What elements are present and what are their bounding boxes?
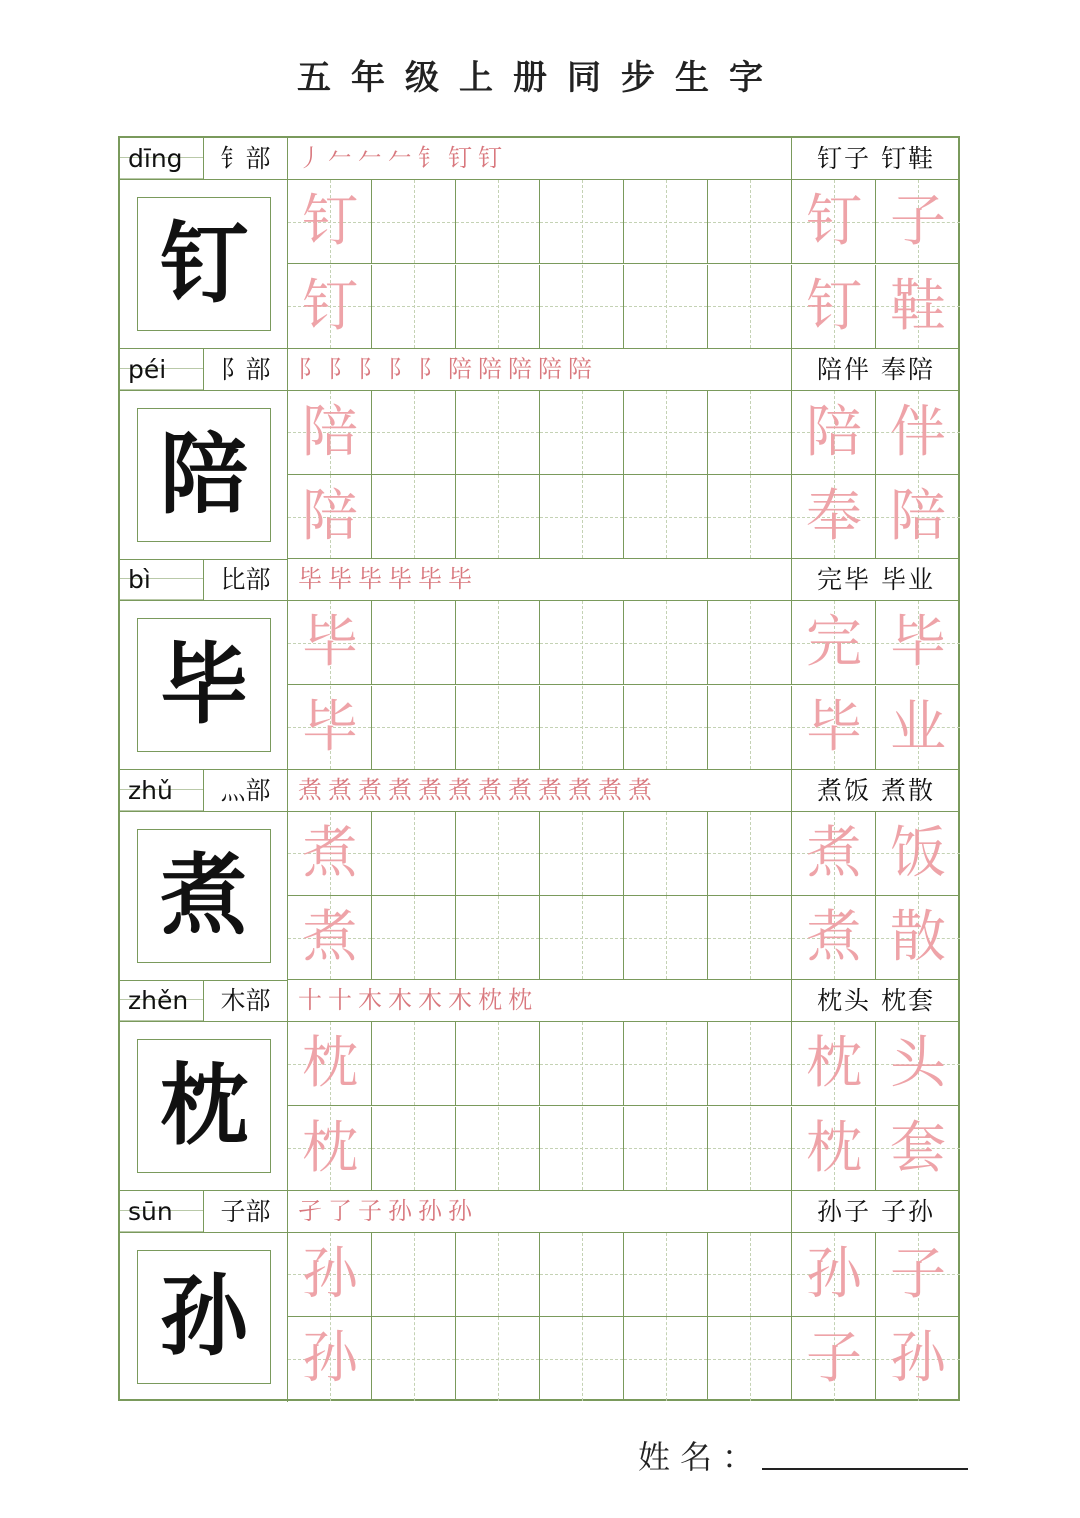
practice-cell[interactable] bbox=[540, 475, 624, 559]
stroke-step: 钉 bbox=[478, 144, 502, 172]
radical-label: 阝部 bbox=[204, 349, 288, 390]
stroke-step: 煮 bbox=[478, 775, 502, 804]
practice-cell[interactable] bbox=[372, 391, 456, 475]
main-character: 毕 bbox=[137, 618, 271, 752]
practice-cell[interactable] bbox=[708, 812, 792, 896]
practice-cell[interactable] bbox=[372, 601, 456, 685]
practice-cell[interactable] bbox=[288, 896, 372, 980]
stroke-step: 木 bbox=[358, 986, 382, 1014]
stroke-step: 木 bbox=[448, 986, 472, 1014]
main-character-cell bbox=[120, 391, 288, 560]
practice-cell[interactable] bbox=[708, 1022, 792, 1106]
stroke-step: 𠂉 bbox=[388, 144, 412, 172]
stroke-step: 阝 bbox=[418, 354, 442, 383]
practice-cell[interactable] bbox=[540, 1107, 624, 1191]
trace-character: 子 bbox=[890, 189, 946, 254]
practice-cell[interactable] bbox=[624, 391, 708, 475]
practice-cell[interactable] bbox=[456, 1233, 540, 1317]
trace-character: 煮 bbox=[806, 905, 862, 970]
stroke-step: 毕 bbox=[418, 565, 442, 593]
main-character-cell bbox=[120, 180, 288, 349]
word-practice-cell[interactable] bbox=[876, 180, 960, 264]
pinyin-label: péi bbox=[120, 349, 204, 390]
word-practice-cell[interactable] bbox=[876, 391, 960, 475]
trace-character: 毕 bbox=[302, 694, 358, 760]
pinyin-label: bì bbox=[120, 559, 204, 600]
pinyin-label: zhěn bbox=[120, 980, 204, 1021]
practice-cell[interactable] bbox=[288, 265, 372, 349]
stroke-step: 丿 bbox=[298, 144, 322, 172]
stroke-step: 枕 bbox=[478, 986, 502, 1014]
practice-cell[interactable] bbox=[540, 1022, 624, 1106]
trace-character: 枕 bbox=[806, 1115, 862, 1181]
practice-cell[interactable] bbox=[708, 686, 792, 770]
stroke-step: 钅 bbox=[418, 144, 442, 172]
practice-cell[interactable] bbox=[288, 1022, 372, 1106]
word-practice-cell[interactable] bbox=[876, 1317, 960, 1401]
practice-cell[interactable] bbox=[540, 391, 624, 475]
trace-character: 套 bbox=[890, 1115, 946, 1181]
practice-cell[interactable] bbox=[708, 1107, 792, 1191]
radical-label: 木部 bbox=[204, 980, 288, 1021]
trace-character: 散 bbox=[890, 905, 946, 970]
trace-character: 煮 bbox=[806, 820, 862, 886]
stroke-step: 十 bbox=[328, 986, 352, 1014]
stroke-step: 陪 bbox=[478, 354, 502, 383]
main-character-cell bbox=[120, 1233, 288, 1402]
trace-character: 孙 bbox=[806, 1241, 862, 1307]
practice-cell[interactable] bbox=[624, 265, 708, 349]
stroke-order bbox=[288, 770, 792, 811]
practice-cell[interactable] bbox=[540, 896, 624, 980]
stroke-step: 煮 bbox=[448, 775, 472, 804]
stroke-step: 陪 bbox=[568, 354, 592, 383]
trace-character: 鞋 bbox=[890, 273, 946, 339]
practice-cell[interactable] bbox=[708, 265, 792, 349]
practice-cell[interactable] bbox=[456, 475, 540, 559]
trace-character: 孙 bbox=[890, 1326, 946, 1391]
trace-character: 孙 bbox=[302, 1241, 358, 1307]
practice-cell[interactable] bbox=[456, 265, 540, 349]
stroke-step: 子 bbox=[358, 1196, 382, 1225]
stroke-step: 孙 bbox=[418, 1196, 442, 1225]
pinyin-label: dīng bbox=[120, 138, 204, 179]
practice-cell[interactable] bbox=[456, 1107, 540, 1191]
radical-label: 钅部 bbox=[204, 138, 288, 179]
practice-cell[interactable] bbox=[624, 812, 708, 896]
practice-cell[interactable] bbox=[372, 686, 456, 770]
trace-character: 毕 bbox=[890, 610, 946, 675]
example-words: 钉子 钉鞋 bbox=[817, 144, 935, 173]
stroke-step: 枕 bbox=[508, 986, 532, 1014]
character-entry bbox=[120, 770, 960, 981]
entry-header bbox=[120, 1191, 960, 1233]
trace-character: 毕 bbox=[806, 694, 862, 760]
practice-cell[interactable] bbox=[372, 265, 456, 349]
main-character: 钉 bbox=[137, 197, 271, 331]
character-entry bbox=[120, 349, 960, 560]
practice-cell[interactable] bbox=[288, 475, 372, 559]
stroke-order bbox=[288, 138, 792, 179]
example-words: 完毕 毕业 bbox=[817, 565, 935, 594]
word-practice-cell[interactable] bbox=[876, 1107, 960, 1191]
stroke-step: 陪 bbox=[448, 354, 472, 383]
word-practice-cell[interactable] bbox=[792, 1107, 876, 1191]
entry-header bbox=[120, 770, 960, 812]
example-words: 煮饭 煮散 bbox=[817, 775, 935, 805]
stroke-step: 煮 bbox=[298, 775, 322, 804]
word-practice-cell[interactable] bbox=[792, 475, 876, 559]
pinyin-label: zhǔ bbox=[120, 770, 204, 811]
stroke-step: 毕 bbox=[328, 565, 352, 593]
stroke-step: 陪 bbox=[508, 354, 532, 383]
trace-character: 孙 bbox=[302, 1326, 358, 1391]
word-practice-cell[interactable] bbox=[792, 812, 876, 896]
stroke-step: 了 bbox=[328, 1196, 352, 1225]
trace-character: 钉 bbox=[806, 273, 862, 339]
stroke-step: 毕 bbox=[358, 565, 382, 593]
practice-cell[interactable] bbox=[708, 391, 792, 475]
word-practice-cell[interactable] bbox=[876, 686, 960, 770]
practice-cell[interactable] bbox=[456, 896, 540, 980]
word-practice-cell[interactable] bbox=[792, 265, 876, 349]
radical-label: 灬部 bbox=[204, 770, 288, 811]
practice-cell[interactable] bbox=[624, 1233, 708, 1317]
stroke-step: 阝 bbox=[328, 354, 352, 383]
practice-cell[interactable] bbox=[456, 686, 540, 770]
practice-cell[interactable] bbox=[624, 1022, 708, 1106]
stroke-step: 𠂉 bbox=[358, 144, 382, 172]
word-practice-cell[interactable] bbox=[792, 1317, 876, 1401]
word-practice-cell[interactable] bbox=[876, 475, 960, 559]
example-words: 枕头 枕套 bbox=[817, 986, 935, 1015]
practice-cell[interactable] bbox=[624, 896, 708, 980]
main-character: 陪 bbox=[137, 408, 271, 542]
entry-header bbox=[120, 559, 960, 601]
stroke-step: 阝 bbox=[358, 354, 382, 383]
stroke-step: 孙 bbox=[448, 1196, 472, 1225]
practice-cell[interactable] bbox=[540, 601, 624, 685]
stroke-step: 阝 bbox=[388, 354, 412, 383]
word-practice-cell[interactable] bbox=[792, 1022, 876, 1106]
trace-character: 子 bbox=[890, 1241, 946, 1307]
practice-cell[interactable] bbox=[288, 1317, 372, 1401]
practice-cell[interactable] bbox=[372, 812, 456, 896]
practice-cell[interactable] bbox=[372, 1233, 456, 1317]
trace-character: 煮 bbox=[302, 820, 358, 886]
stroke-step: 木 bbox=[418, 986, 442, 1014]
practice-cell[interactable] bbox=[624, 180, 708, 264]
word-practice-cell[interactable] bbox=[792, 1233, 876, 1317]
trace-character: 奉 bbox=[806, 484, 862, 549]
trace-character: 陪 bbox=[890, 484, 946, 549]
practice-cell[interactable] bbox=[624, 1317, 708, 1401]
name-blank-line[interactable] bbox=[762, 1468, 968, 1470]
word-practice-cell[interactable] bbox=[792, 391, 876, 475]
practice-cell[interactable] bbox=[708, 896, 792, 980]
stroke-order bbox=[288, 349, 792, 390]
stroke-step: 钉 bbox=[448, 144, 472, 172]
stroke-step: 孑 bbox=[298, 1196, 322, 1225]
practice-cell[interactable] bbox=[708, 180, 792, 264]
practice-cell[interactable] bbox=[708, 475, 792, 559]
trace-character: 煮 bbox=[302, 905, 358, 970]
practice-cell[interactable] bbox=[456, 1022, 540, 1106]
trace-character: 完 bbox=[806, 610, 862, 675]
practice-cell[interactable] bbox=[372, 1022, 456, 1106]
practice-cell[interactable] bbox=[288, 601, 372, 685]
practice-cell[interactable] bbox=[540, 686, 624, 770]
stroke-step: 阝 bbox=[298, 354, 322, 383]
practice-cell[interactable] bbox=[624, 686, 708, 770]
practice-cell[interactable] bbox=[372, 1317, 456, 1401]
stroke-step: 木 bbox=[388, 986, 412, 1014]
radical-label: 比部 bbox=[204, 559, 288, 600]
practice-cell[interactable] bbox=[456, 391, 540, 475]
practice-cell[interactable] bbox=[540, 1233, 624, 1317]
practice-cell[interactable] bbox=[288, 686, 372, 770]
character-entry bbox=[120, 980, 960, 1191]
main-character: 孙 bbox=[137, 1250, 271, 1384]
trace-character: 陪 bbox=[302, 399, 358, 465]
stroke-step: 煮 bbox=[388, 775, 412, 804]
entry-header bbox=[120, 138, 960, 180]
practice-sheet bbox=[118, 136, 960, 1401]
stroke-order bbox=[288, 559, 792, 600]
stroke-step: 煮 bbox=[568, 775, 592, 804]
practice-cell[interactable] bbox=[288, 1107, 372, 1191]
word-practice-cell[interactable] bbox=[876, 601, 960, 685]
trace-character: 饭 bbox=[890, 820, 946, 886]
stroke-order bbox=[288, 1191, 792, 1232]
main-character-cell bbox=[120, 601, 288, 770]
trace-character: 陪 bbox=[806, 399, 862, 465]
entry-header bbox=[120, 349, 960, 391]
trace-character: 钉 bbox=[302, 189, 358, 254]
practice-cell[interactable] bbox=[708, 1233, 792, 1317]
word-practice-cell[interactable] bbox=[792, 686, 876, 770]
stroke-step: 𠂉 bbox=[328, 144, 352, 172]
word-practice-cell[interactable] bbox=[876, 265, 960, 349]
trace-character: 枕 bbox=[806, 1031, 862, 1096]
practice-cell[interactable] bbox=[456, 812, 540, 896]
practice-cell[interactable] bbox=[372, 896, 456, 980]
character-entry bbox=[120, 559, 960, 770]
stroke-step: 孙 bbox=[388, 1196, 412, 1225]
page-title: 五年级上册同步生字 bbox=[297, 58, 783, 98]
trace-character: 毕 bbox=[302, 610, 358, 675]
example-words: 陪伴 奉陪 bbox=[817, 354, 935, 384]
trace-character: 陪 bbox=[302, 484, 358, 549]
trace-character: 头 bbox=[890, 1031, 946, 1096]
stroke-step: 煮 bbox=[418, 775, 442, 804]
practice-cell[interactable] bbox=[456, 180, 540, 264]
stroke-step: 煮 bbox=[358, 775, 382, 804]
word-practice-cell[interactable] bbox=[792, 896, 876, 980]
example-words: 孙子 子孙 bbox=[817, 1196, 935, 1226]
stroke-step: 毕 bbox=[448, 565, 472, 593]
stroke-step: 煮 bbox=[598, 775, 622, 804]
trace-character: 钉 bbox=[302, 273, 358, 339]
practice-cell[interactable] bbox=[372, 475, 456, 559]
practice-cell[interactable] bbox=[456, 601, 540, 685]
stroke-step: 煮 bbox=[508, 775, 532, 804]
name-label: 姓名： bbox=[638, 1438, 765, 1476]
word-practice-cell[interactable] bbox=[792, 601, 876, 685]
trace-character: 子 bbox=[806, 1326, 862, 1391]
practice-cell[interactable] bbox=[624, 601, 708, 685]
practice-cell[interactable] bbox=[540, 812, 624, 896]
practice-cell[interactable] bbox=[708, 1317, 792, 1401]
word-practice-cell[interactable] bbox=[876, 896, 960, 980]
practice-cell[interactable] bbox=[288, 180, 372, 264]
stroke-step: 煮 bbox=[538, 775, 562, 804]
character-entry bbox=[120, 138, 960, 349]
pinyin-label: sūn bbox=[120, 1191, 204, 1232]
stroke-step: 煮 bbox=[628, 775, 652, 804]
main-character-cell bbox=[120, 1022, 288, 1191]
stroke-step: 煮 bbox=[328, 775, 352, 804]
practice-cell[interactable] bbox=[540, 265, 624, 349]
character-entry bbox=[120, 1191, 960, 1402]
word-practice-cell[interactable] bbox=[876, 812, 960, 896]
trace-character: 枕 bbox=[302, 1115, 358, 1181]
practice-cell[interactable] bbox=[372, 1107, 456, 1191]
stroke-step: 毕 bbox=[298, 565, 322, 593]
practice-cell[interactable] bbox=[540, 1317, 624, 1401]
practice-cell[interactable] bbox=[708, 601, 792, 685]
trace-character: 枕 bbox=[302, 1031, 358, 1096]
practice-cell[interactable] bbox=[624, 475, 708, 559]
entry-header bbox=[120, 980, 960, 1022]
word-practice-cell[interactable] bbox=[876, 1022, 960, 1106]
radical-label: 子部 bbox=[204, 1191, 288, 1232]
main-character: 枕 bbox=[137, 1039, 271, 1173]
main-character-cell bbox=[120, 812, 288, 981]
word-practice-cell[interactable] bbox=[876, 1233, 960, 1317]
practice-cell[interactable] bbox=[540, 180, 624, 264]
trace-character: 业 bbox=[890, 694, 946, 760]
practice-cell[interactable] bbox=[288, 1233, 372, 1317]
main-character: 煮 bbox=[137, 829, 271, 963]
practice-cell[interactable] bbox=[288, 391, 372, 475]
practice-cell[interactable] bbox=[288, 812, 372, 896]
stroke-order bbox=[288, 980, 792, 1021]
trace-character: 钉 bbox=[806, 189, 862, 254]
trace-character: 伴 bbox=[890, 399, 946, 465]
practice-cell[interactable] bbox=[624, 1107, 708, 1191]
stroke-step: 毕 bbox=[388, 565, 412, 593]
stroke-step: 陪 bbox=[538, 354, 562, 383]
word-practice-cell[interactable] bbox=[792, 180, 876, 264]
practice-cell[interactable] bbox=[372, 180, 456, 264]
stroke-step: 十 bbox=[298, 986, 322, 1014]
practice-cell[interactable] bbox=[456, 1317, 540, 1401]
